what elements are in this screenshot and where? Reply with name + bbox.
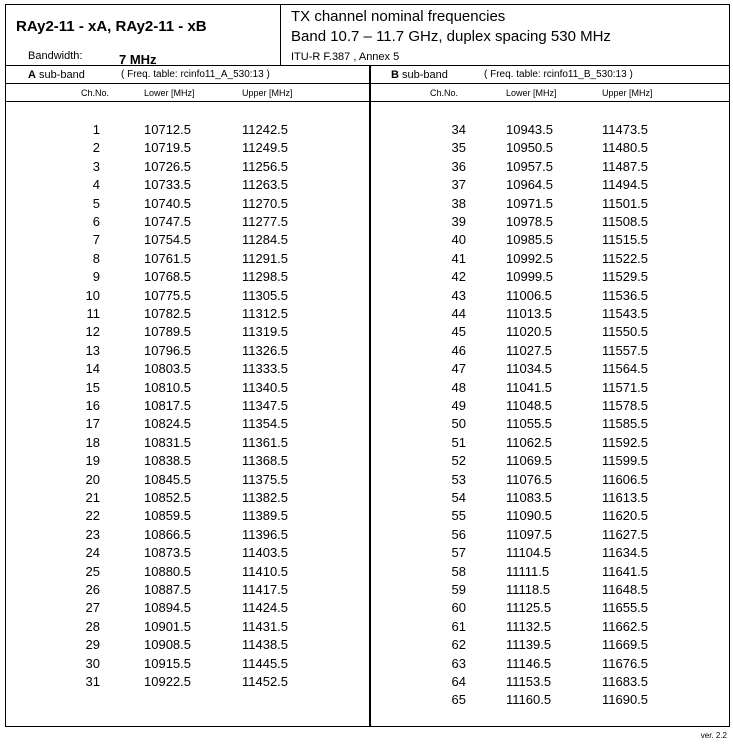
upper-frequency: 11256.5	[242, 158, 289, 174]
channel-number: 6	[92, 214, 100, 229]
upper-frequency: 11578.5	[602, 398, 649, 413]
divider-subbands	[369, 65, 371, 726]
upper-frequency: 11382.5	[242, 490, 289, 505]
lower-frequency: 10824.5	[144, 416, 191, 432]
lower-frequency: 10992.5	[506, 250, 553, 266]
document-title: TX channel nominal frequencies	[291, 8, 506, 25]
upper-frequency: 11599.5	[602, 453, 649, 469]
lower-frequency: 10754.5	[144, 232, 191, 248]
divider-columns	[6, 101, 729, 102]
upper-frequency: 11627.5	[602, 526, 649, 542]
lower-frequency: 11048.5	[506, 398, 553, 413]
upper-frequency: 11354.5	[242, 416, 289, 432]
lower-frequency: 10915.5	[144, 655, 191, 671]
subband-a-col-lower: Lower [MHz]	[144, 88, 195, 98]
channel-number: 43	[451, 287, 466, 303]
channel-number: 11	[86, 306, 100, 321]
upper-frequency: 11291.5	[242, 250, 289, 266]
channel-number: 37	[451, 177, 466, 193]
channel-number: 52	[451, 453, 466, 469]
upper-frequency: 11669.5	[602, 637, 649, 653]
channel-number: 65	[451, 692, 466, 708]
lower-frequency: 11076.5	[506, 471, 553, 487]
upper-frequency: 11333.5	[242, 361, 289, 377]
channel-number: 49	[451, 398, 466, 413]
lower-frequency: 11139.5	[506, 637, 552, 653]
lower-frequency: 10733.5	[144, 177, 191, 193]
lower-frequency: 11041.5	[506, 379, 553, 395]
lower-frequency: 10838.5	[144, 453, 191, 469]
upper-frequency: 11501.5	[602, 195, 649, 211]
channel-number: 13	[85, 342, 100, 358]
channel-number: 24	[85, 545, 100, 561]
upper-frequency: 11480.5	[602, 140, 649, 156]
lower-frequency: 10901.5	[144, 618, 191, 634]
channel-number: 25	[85, 563, 100, 579]
lower-frequency: 10712.5	[144, 122, 191, 137]
lower-frequency: 10810.5	[144, 379, 191, 395]
upper-frequency: 11445.5	[242, 655, 289, 671]
channel-number: 51	[451, 434, 466, 450]
upper-frequency: 11620.5	[602, 508, 649, 524]
upper-frequency: 11585.5	[602, 416, 649, 432]
channel-number: 56	[451, 526, 466, 542]
channel-number: 62	[451, 637, 466, 653]
upper-frequency: 11410.5	[242, 563, 289, 579]
lower-frequency: 10859.5	[144, 508, 191, 524]
upper-frequency: 11690.5	[602, 692, 649, 708]
upper-frequency: 11242.5	[242, 122, 289, 137]
channel-number: 18	[85, 434, 100, 450]
lower-frequency: 10761.5	[144, 250, 191, 266]
lower-frequency: 10740.5	[144, 195, 191, 211]
lower-frequency: 10852.5	[144, 490, 191, 505]
upper-frequency: 11375.5	[242, 471, 289, 487]
lower-frequency: 11083.5	[506, 490, 553, 505]
lower-frequency: 11118.5	[506, 582, 551, 597]
upper-frequency: 11298.5	[242, 269, 289, 285]
upper-frequency: 11536.5	[602, 287, 649, 303]
lower-frequency: 10985.5	[506, 232, 553, 248]
upper-frequency: 11473.5	[602, 122, 649, 137]
lower-frequency: 11020.5	[506, 324, 553, 340]
channel-number: 22	[85, 508, 100, 524]
lower-frequency: 10768.5	[144, 269, 191, 285]
subband-b-title: B sub-band	[391, 69, 448, 81]
upper-frequency: 11634.5	[602, 545, 649, 561]
lower-frequency: 11069.5	[506, 453, 553, 469]
upper-frequency: 11606.5	[602, 471, 649, 487]
channel-number: 19	[85, 453, 100, 469]
upper-frequency: 11641.5	[602, 563, 649, 579]
upper-frequency: 11263.5	[242, 177, 289, 193]
channel-number: 20	[85, 471, 100, 487]
upper-frequency: 11494.5	[602, 177, 649, 193]
table-frame	[5, 4, 730, 727]
channel-number: 29	[85, 637, 100, 653]
channel-number: 40	[451, 232, 466, 248]
subband-a-freq-table: ( Freq. table: rcinfo11_A_530:13 )	[121, 69, 270, 80]
upper-frequency: 11550.5	[602, 324, 649, 340]
channel-number: 39	[451, 214, 466, 229]
lower-frequency: 11153.5	[506, 674, 552, 689]
lower-frequency: 10866.5	[144, 526, 191, 542]
upper-frequency: 11452.5	[242, 674, 289, 689]
channel-number: 30	[85, 655, 100, 671]
upper-frequency: 11676.5	[602, 655, 649, 671]
lower-frequency: 10908.5	[144, 637, 191, 653]
channel-number: 59	[451, 582, 466, 597]
version-label: ver. 2.2	[700, 731, 727, 740]
lower-frequency: 10873.5	[144, 545, 191, 561]
lower-frequency: 10950.5	[506, 140, 553, 156]
lower-frequency: 10747.5	[144, 214, 191, 229]
band-description: Band 10.7 – 11.7 GHz, duplex spacing 530 MHz	[291, 28, 611, 45]
lower-frequency: 10978.5	[506, 214, 553, 229]
upper-frequency: 11340.5	[242, 379, 289, 395]
subband-a-col-upper: Upper [MHz]	[242, 88, 293, 98]
lower-frequency: 11111.5	[506, 563, 550, 579]
upper-frequency: 11249.5	[242, 140, 289, 156]
upper-frequency: 11613.5	[602, 490, 649, 505]
channel-number: 53	[451, 471, 466, 487]
lower-frequency: 10999.5	[506, 269, 553, 285]
channel-number: 28	[85, 618, 100, 634]
upper-frequency: 11487.5	[602, 158, 649, 174]
upper-frequency: 11319.5	[242, 324, 289, 340]
upper-frequency: 11438.5	[242, 637, 289, 653]
upper-frequency: 11571.5	[602, 379, 649, 395]
channel-number: 63	[451, 655, 466, 671]
upper-frequency: 11557.5	[602, 342, 649, 358]
upper-frequency: 11683.5	[602, 674, 649, 689]
channel-number: 55	[451, 508, 466, 524]
channel-number: 46	[451, 342, 466, 358]
upper-frequency: 11529.5	[602, 269, 649, 285]
upper-frequency: 11403.5	[242, 545, 289, 561]
channel-number: 9	[92, 269, 100, 285]
lower-frequency: 10894.5	[144, 600, 191, 616]
lower-frequency: 10775.5	[144, 287, 191, 303]
channel-number: 12	[85, 324, 100, 340]
channel-number: 10	[85, 287, 100, 303]
subband-b-col-upper: Upper [MHz]	[602, 88, 653, 98]
lower-frequency: 11097.5	[506, 526, 553, 542]
model-title: RAy2-11 - xA, RAy2-11 - xB	[16, 18, 207, 35]
lower-frequency: 10719.5	[144, 140, 191, 156]
channel-number: 16	[85, 398, 100, 413]
channel-number: 42	[451, 269, 466, 285]
upper-frequency: 11508.5	[602, 214, 649, 229]
upper-frequency: 11326.5	[242, 342, 289, 358]
lower-frequency: 10971.5	[506, 195, 553, 211]
channel-number: 5	[92, 195, 100, 211]
lower-frequency: 10943.5	[506, 122, 553, 137]
channel-number: 57	[451, 545, 466, 561]
lower-frequency: 10796.5	[144, 342, 191, 358]
upper-frequency: 11347.5	[242, 398, 289, 413]
channel-number: 1	[92, 122, 100, 137]
channel-number: 2	[92, 140, 100, 156]
lower-frequency: 10803.5	[144, 361, 191, 377]
upper-frequency: 11417.5	[242, 582, 289, 597]
upper-frequency: 11648.5	[602, 582, 649, 597]
channel-number: 41	[451, 250, 466, 266]
channel-number: 50	[451, 416, 466, 432]
upper-frequency: 11284.5	[242, 232, 289, 248]
divider-header	[6, 65, 729, 66]
channel-number: 4	[92, 177, 100, 193]
lower-frequency: 11055.5	[506, 416, 553, 432]
upper-frequency: 11368.5	[242, 453, 289, 469]
upper-frequency: 11396.5	[242, 526, 289, 542]
upper-frequency: 11424.5	[242, 600, 289, 616]
channel-number: 64	[451, 674, 466, 689]
lower-frequency: 10964.5	[506, 177, 553, 193]
lower-frequency: 10922.5	[144, 674, 191, 689]
channel-number: 21	[85, 490, 100, 505]
upper-frequency: 11389.5	[242, 508, 289, 524]
channel-number: 34	[451, 122, 466, 137]
channel-number: 7	[92, 232, 100, 248]
channel-number: 61	[451, 618, 466, 634]
lower-frequency: 11146.5	[506, 655, 552, 671]
lower-frequency: 11027.5	[506, 342, 553, 358]
channel-number: 31	[85, 674, 100, 689]
subband-b-col-ch: Ch.No.	[430, 88, 459, 98]
lower-frequency: 11104.5	[506, 545, 552, 561]
lower-frequency: 10817.5	[144, 398, 191, 413]
channel-number: 14	[85, 361, 100, 377]
lower-frequency: 10782.5	[144, 306, 191, 321]
channel-number: 8	[92, 250, 100, 266]
channel-number: 58	[451, 563, 466, 579]
subband-b-freq-table: ( Freq. table: rcinfo11_B_530:13 )	[484, 69, 633, 80]
lower-frequency: 11132.5	[506, 618, 552, 634]
channel-number: 48	[451, 379, 466, 395]
channel-number: 60	[451, 600, 466, 616]
channel-number: 17	[85, 416, 100, 432]
upper-frequency: 11431.5	[242, 618, 289, 634]
channel-number: 45	[451, 324, 466, 340]
upper-frequency: 11515.5	[602, 232, 649, 248]
channel-number: 35	[451, 140, 466, 156]
lower-frequency: 10789.5	[144, 324, 191, 340]
channel-number: 38	[451, 195, 466, 211]
lower-frequency: 10957.5	[506, 158, 553, 174]
lower-frequency: 11034.5	[506, 361, 553, 377]
divider-header-vertical	[280, 5, 281, 65]
channel-number: 15	[85, 379, 100, 395]
channel-number: 54	[451, 490, 466, 505]
lower-frequency: 11013.5	[506, 306, 553, 321]
lower-frequency: 10887.5	[144, 582, 191, 597]
channel-number: 44	[451, 306, 466, 321]
lower-frequency: 10726.5	[144, 158, 191, 174]
channel-number: 36	[451, 158, 466, 174]
subband-a-col-ch: Ch.No.	[81, 88, 110, 98]
channel-number: 27	[85, 600, 100, 616]
upper-frequency: 11361.5	[242, 434, 289, 450]
lower-frequency: 11160.5	[506, 692, 552, 708]
subband-a-title: A sub-band	[28, 69, 85, 81]
bandwidth-label: Bandwidth:	[28, 50, 83, 62]
upper-frequency: 11277.5	[242, 214, 289, 229]
channel-number: 3	[92, 158, 100, 174]
upper-frequency: 11662.5	[602, 618, 649, 634]
lower-frequency: 10880.5	[144, 563, 191, 579]
upper-frequency: 11270.5	[242, 195, 289, 211]
bandwidth-value: 7 MHz	[119, 52, 157, 67]
upper-frequency: 11312.5	[242, 306, 289, 321]
subband-b-col-lower: Lower [MHz]	[506, 88, 557, 98]
upper-frequency: 11564.5	[602, 361, 649, 377]
lower-frequency: 11090.5	[506, 508, 553, 524]
lower-frequency: 10831.5	[144, 434, 191, 450]
lower-frequency: 11125.5	[506, 600, 552, 616]
channel-number: 23	[85, 526, 100, 542]
lower-frequency: 10845.5	[144, 471, 191, 487]
lower-frequency: 11062.5	[506, 434, 553, 450]
upper-frequency: 11592.5	[602, 434, 649, 450]
upper-frequency: 11655.5	[602, 600, 649, 616]
upper-frequency: 11522.5	[602, 250, 649, 266]
channel-number: 47	[451, 361, 466, 377]
divider-subband	[6, 83, 729, 84]
lower-frequency: 11006.5	[506, 287, 553, 303]
itu-reference: ITU-R F.387 , Annex 5	[291, 51, 400, 63]
upper-frequency: 11305.5	[242, 287, 289, 303]
upper-frequency: 11543.5	[602, 306, 649, 321]
channel-number: 26	[85, 582, 100, 597]
